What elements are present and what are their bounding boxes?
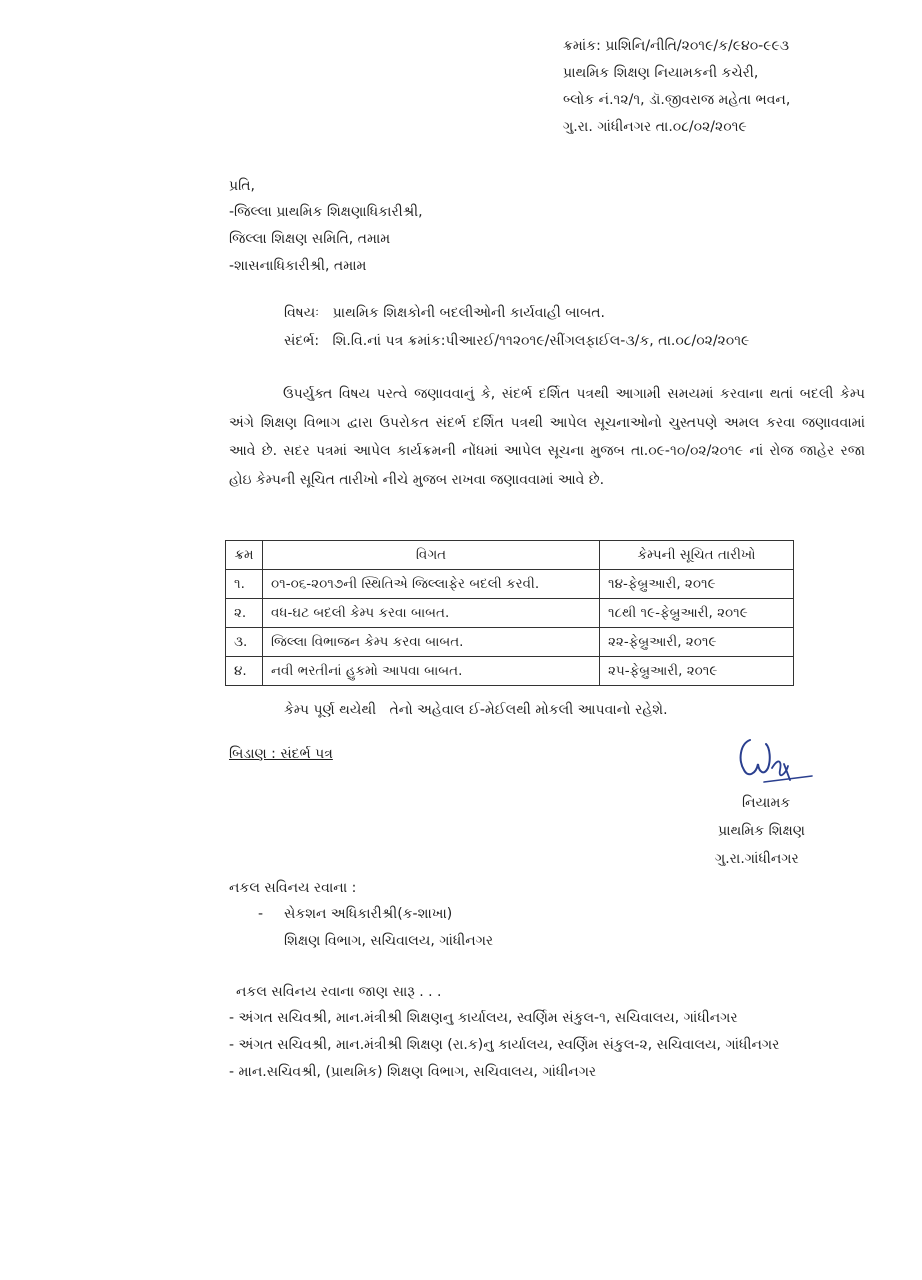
enclosure-line: બિડાણ : સંદર્ભ પત્ર — [229, 746, 333, 762]
copy-recipient: સેકશન અધિકારીશ્રી(ક-શાખા) — [284, 906, 453, 922]
camp-schedule-table — [225, 540, 794, 686]
table-cell: ૧. — [226, 570, 263, 599]
table-header-cell: ક્રમ — [226, 541, 263, 570]
recipient-line: -શાસનાધિકારીશ્રી, તમામ — [229, 258, 367, 274]
table-row — [226, 657, 794, 686]
copy-heading: નકલ સવિનય રવાના : — [229, 880, 357, 896]
copy-info-heading: નકલ સવિનય રવાના જાણ સારૂ . . . — [236, 984, 442, 1000]
copy-recipient-address: શિક્ષણ વિભાગ, સચિવાલય, ગાંધીનગર — [284, 933, 494, 949]
report-note: કેમ્પ પૂર્ણ થયેથી તેનો અહેવાલ ઈ-મેઈલથી મોકલી આપવાનો રહેશે. — [284, 702, 668, 718]
recipient-line: -જિલ્લા પ્રાથમિક શિક્ષણાધિકારીશ્રી, — [229, 204, 423, 220]
body-paragraph — [229, 380, 865, 494]
table-cell: નવી ભરતીનાં હુકમો આપવા બાબત. — [263, 657, 600, 686]
office-address: બ્લોક નં.૧૨/૧, ડૉ.જીવરાજ મહેતા ભવન, — [563, 92, 791, 108]
handwritten-signature — [728, 730, 818, 800]
recipient-prati: પ્રતિ, — [229, 178, 255, 194]
table-cell: વધ-ઘટ બદલી કેમ્પ કરવા બાબત. — [263, 599, 600, 628]
table-cell: ૧૮થી ૧૯-ફેબ્રુઆરી, ૨૦૧૯ — [600, 599, 794, 628]
table-cell: ૧૪-ફેબ્રુઆરી, ૨૦૧૯ — [600, 570, 794, 599]
reference-label: સંદર્ભ: — [284, 333, 320, 349]
letter-date: ગુ.રા. ગાંધીનગર તા.૦૮/૦૨/૨૦૧૯ — [563, 119, 747, 135]
reference-line — [284, 333, 749, 349]
table-cell: જિલ્લા વિભાજન કેમ્પ કરવા બાબત. — [263, 628, 600, 657]
reference-text: શિ.વિ.નાં પત્ર ક્રમાંક:પીઆરઈ/૧૧૨૦૧૯/સીંગલફાઈલ-૩/ક, તા.૦૮/૦૨/૨૦૧૯ — [332, 333, 750, 349]
table-cell: ૨. — [226, 599, 263, 628]
subject-text: પ્રાથમિક શિક્ષકોની બદલીઓની કાર્યવાહી બાબત. — [332, 305, 605, 321]
recipient-line: જિલ્લા શિક્ષણ સમિતિ, તમામ — [229, 231, 391, 247]
table-cell: ૨૫-ફેબ્રુઆરી, ૨૦૧૯ — [600, 657, 794, 686]
table-cell: ૪. — [226, 657, 263, 686]
table-cell: ૦૧-૦૬-૨૦૧૭ની સ્થિતિએ જિલ્લાફેર બદલી કરવી. — [263, 570, 600, 599]
body-paragraph-text: ઉપર્યુક્ત વિષય પરત્વે જણાવવાનું કે, સંદર્ભ દર્શિત પત્રથી આગામી સમયમાં કરવાના થતાં બદલી કેમ્પ અંગે શિક્ષણ વિભાગ દ્વારા ઉપરોકત સંદર્ભ દર્શિત પત્રથી આપેલ સૂચનાઓનો ચુસ્તપણે અમલ કરવા જણાવવામાં આવે છે. સદર પત્રમાં આપેલ કાર્યક્રમની નોંધમાં આપેલ સૂચના મુજબ તા.૦૯-૧૦/૦૨/૨૦૧૯ નાં રોજ જાહેર રજા હોઇ કેમ્પની સૂચિત તારીખો નીચે મુજબ રાખવા જણાવવામાં આવે છે. — [229, 386, 866, 488]
subject-label: વિષયઃ — [284, 305, 320, 321]
table-cell: ૨૨-ફેબ્રુઆરી, ૨૦૧૯ — [600, 628, 794, 657]
subject-line — [284, 305, 605, 321]
table-cell: ૩. — [226, 628, 263, 657]
signatory-place: ગુ.રા.ગાંધીનગર — [715, 851, 799, 867]
table-header-row — [226, 541, 794, 570]
table-row — [226, 628, 794, 657]
signatory-title: નિયામક — [742, 795, 791, 811]
office-name: પ્રાથમિક શિક્ષણ નિયામકની કચેરી, — [563, 65, 759, 81]
letter-number: ક્રમાંક: પ્રાશિનિ/નીતિ/૨૦૧૯/ક/૯૪૦-૯૯૩ — [563, 38, 790, 54]
table-row — [226, 570, 794, 599]
signatory-dept: પ્રાથમિક શિક્ષણ — [718, 823, 805, 839]
copy-info-line: - માન.સચિવશ્રી, (પ્રાથમિક) શિક્ષણ વિભાગ, સચિવાલય, ગાંધીનગર — [229, 1064, 597, 1080]
copy-info-line: - અંગત સચિવશ્રી, માન.મંત્રીશ્રી શિક્ષણનુ કાર્યાલય, સ્વર્ણિમ સંકુલ-૧, સચિવાલય, ગાંધીનગર — [229, 1010, 738, 1026]
table-row — [226, 599, 794, 628]
table-header-cell: કેમ્પની સૂચિત તારીખો — [600, 541, 794, 570]
copy-info-line: - અંગત સચિવશ્રી, માન.મંત્રીશ્રી શિક્ષણ (રા.ક)નુ કાર્યાલય, સ્વર્ણિમ સંકુલ-૨, સચિવાલય, ગાંધીનગર — [229, 1037, 780, 1053]
copy-dash: - — [258, 906, 264, 922]
table-header-cell: વિગત — [263, 541, 600, 570]
